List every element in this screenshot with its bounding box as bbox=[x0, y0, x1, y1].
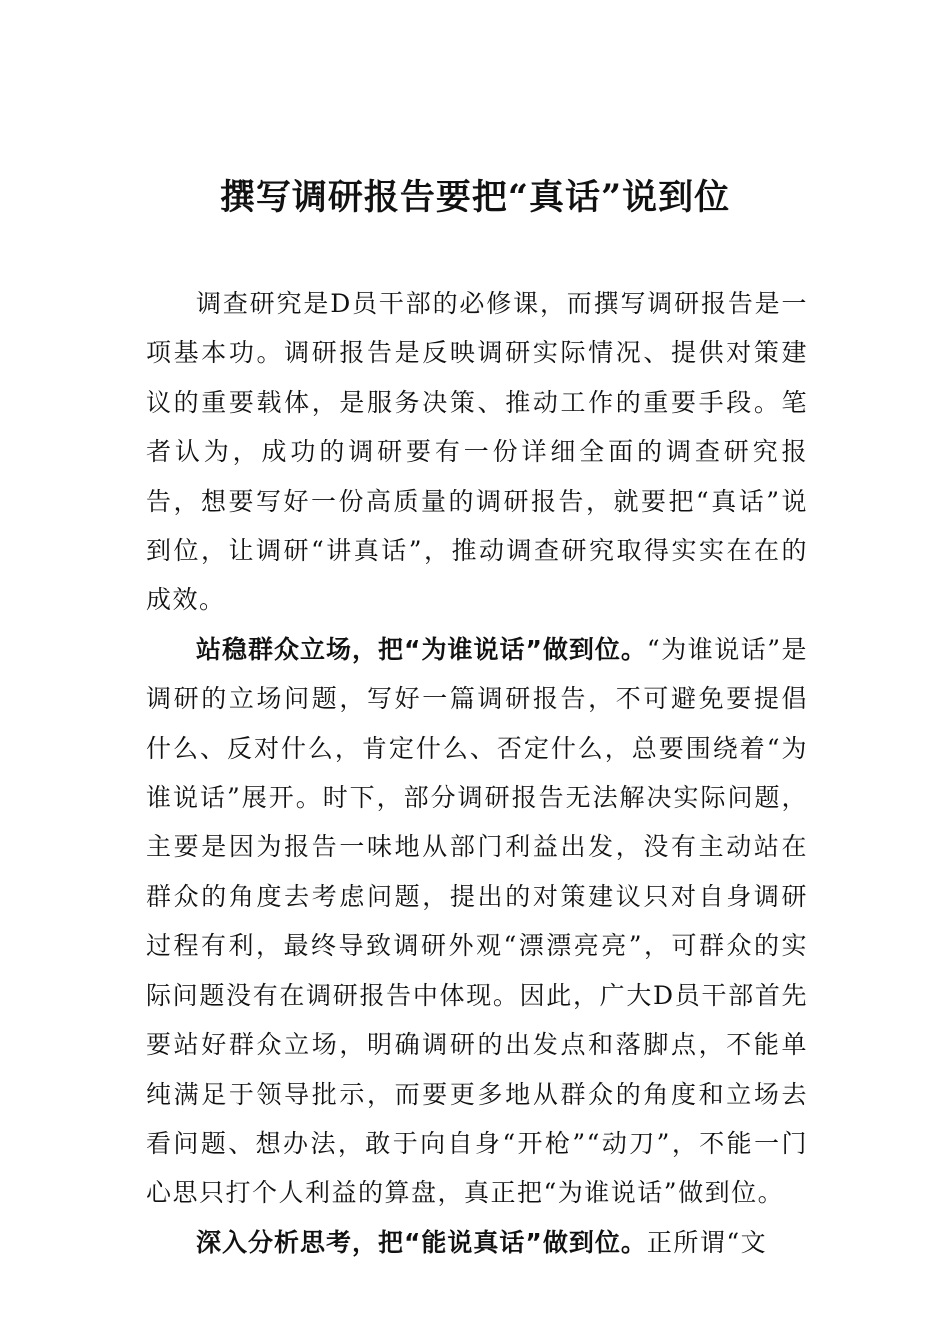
document-title: 撰写调研报告要把“真话”说到位 bbox=[219, 177, 731, 218]
paragraph-intro bbox=[146, 279, 808, 625]
section-1-heading: 站稳群众立场，把“为谁说话”做到位。 bbox=[196, 634, 647, 664]
section-1-text: “为谁说话”是调研的立场问题，写好一篇调研报告，不可避免要提倡什么、反对什么，肯定什么、否定什么，总要围绕着“为谁说话”展开。时下，部分调研报告无法解决实际问题，主要是因为报告一味地从部门利益出发，没有主动站在群众的角度去考虑问题，提出的对策建议只对自身调研过程有利，最终导致调研外观“漂漂亮亮”，可群众的实际问题没有在调研报告中体现。因此，广大D员干部首先要站好群众立场，明确调研的出发点和落脚点，不能单纯满足于领导批示，而要更多地从群众的角度和立场去看问题、想办法，敢于向自身“开枪”“动刀”，不能一门心思只打个人利益的算盘，真正把“为谁说话”做到位。 bbox=[146, 634, 808, 1208]
paragraph-section-2 bbox=[146, 1218, 808, 1267]
paragraph-intro-text: 调查研究是D员干部的必修课，而撰写调研报告是一项基本功。调研报告是反映调研实际情况、提供对策建议的重要载体，是服务决策、推动工作的重要手段。笔者认为，成功的调研要有一份详细全面的调查研究报告，想要写好一份高质量的调研报告，就要把“真话”说到位，让调研“讲真话”，推动调查研究取得实实在在的成效。 bbox=[146, 289, 808, 615]
paragraph-section-1 bbox=[146, 625, 808, 1218]
section-2-heading: 深入分析思考，把“能说真话”做到位。 bbox=[196, 1227, 647, 1257]
document-body bbox=[146, 279, 808, 1267]
section-2-text: 正所谓“文 bbox=[646, 1227, 768, 1257]
